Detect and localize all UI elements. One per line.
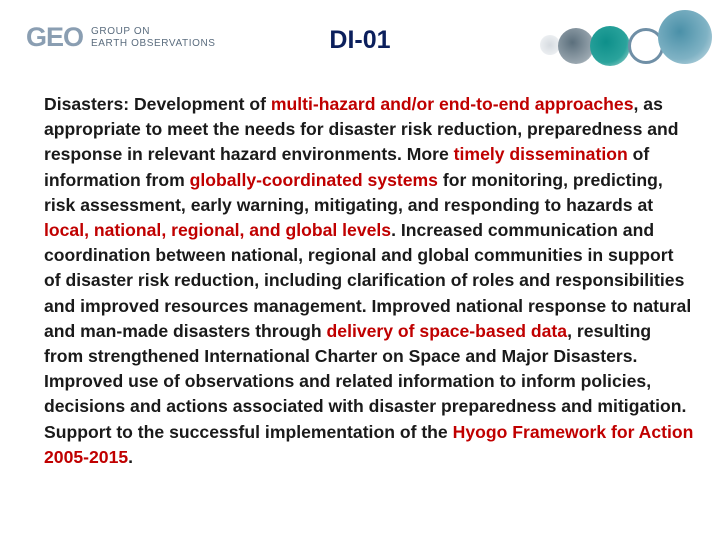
circle-icon xyxy=(590,26,630,66)
circle-icon xyxy=(558,28,594,64)
body-text-segment: . xyxy=(128,446,134,467)
circle-icon xyxy=(658,10,712,64)
geo-logo-line-1: GROUP ON xyxy=(91,25,151,37)
highlighted-phrase: multi-hazard and/or end-to-end approaches xyxy=(270,94,634,114)
highlighted-phrase: timely dissemination xyxy=(453,144,628,165)
geo-logo-line-2: EARTH OBSERVATIONS xyxy=(91,37,216,49)
decorative-circles xyxy=(540,8,712,78)
body-text-segment: for monitoring, predicting, risk assessment, early warning, mitigating, and responding to hazards at xyxy=(44,169,663,215)
body-text-segment: , as appropriate to meet the needs for disaster risk reduction, preparedness and response in relevant hazard environments. More xyxy=(44,94,679,165)
circle-icon xyxy=(540,35,560,55)
highlighted-phrase: Hyogo Framework for Action 2005-2015 xyxy=(44,421,694,467)
highlighted-phrase: local, national, regional, and global levels xyxy=(44,220,392,241)
geo-logo-letters: GEO xyxy=(26,22,84,52)
body-text-segment: , resulting from strengthened International Charter on Space and Major Disasters. Improved use of observations and related information to inform policies, decisions and actions associated with disaster preparedness and mitigation. Support to the successful implementation of the xyxy=(44,320,687,442)
body-text-segment: Disasters: Development of xyxy=(44,94,271,114)
highlighted-phrase: delivery of space-based data xyxy=(326,320,568,341)
body-text-segment: . Increased communication and coordination between national, regional and global communities in support of disaster risk reduction, including clarification of roles and responsibilities and improved resources management. Improved national response to natural and man-made disasters through xyxy=(44,220,692,341)
highlighted-phrase: globally-coordinated systems xyxy=(189,169,438,190)
page-title: DI-01 xyxy=(329,26,391,54)
body-text-segment: of information from xyxy=(44,144,650,190)
goal-description xyxy=(44,92,694,470)
